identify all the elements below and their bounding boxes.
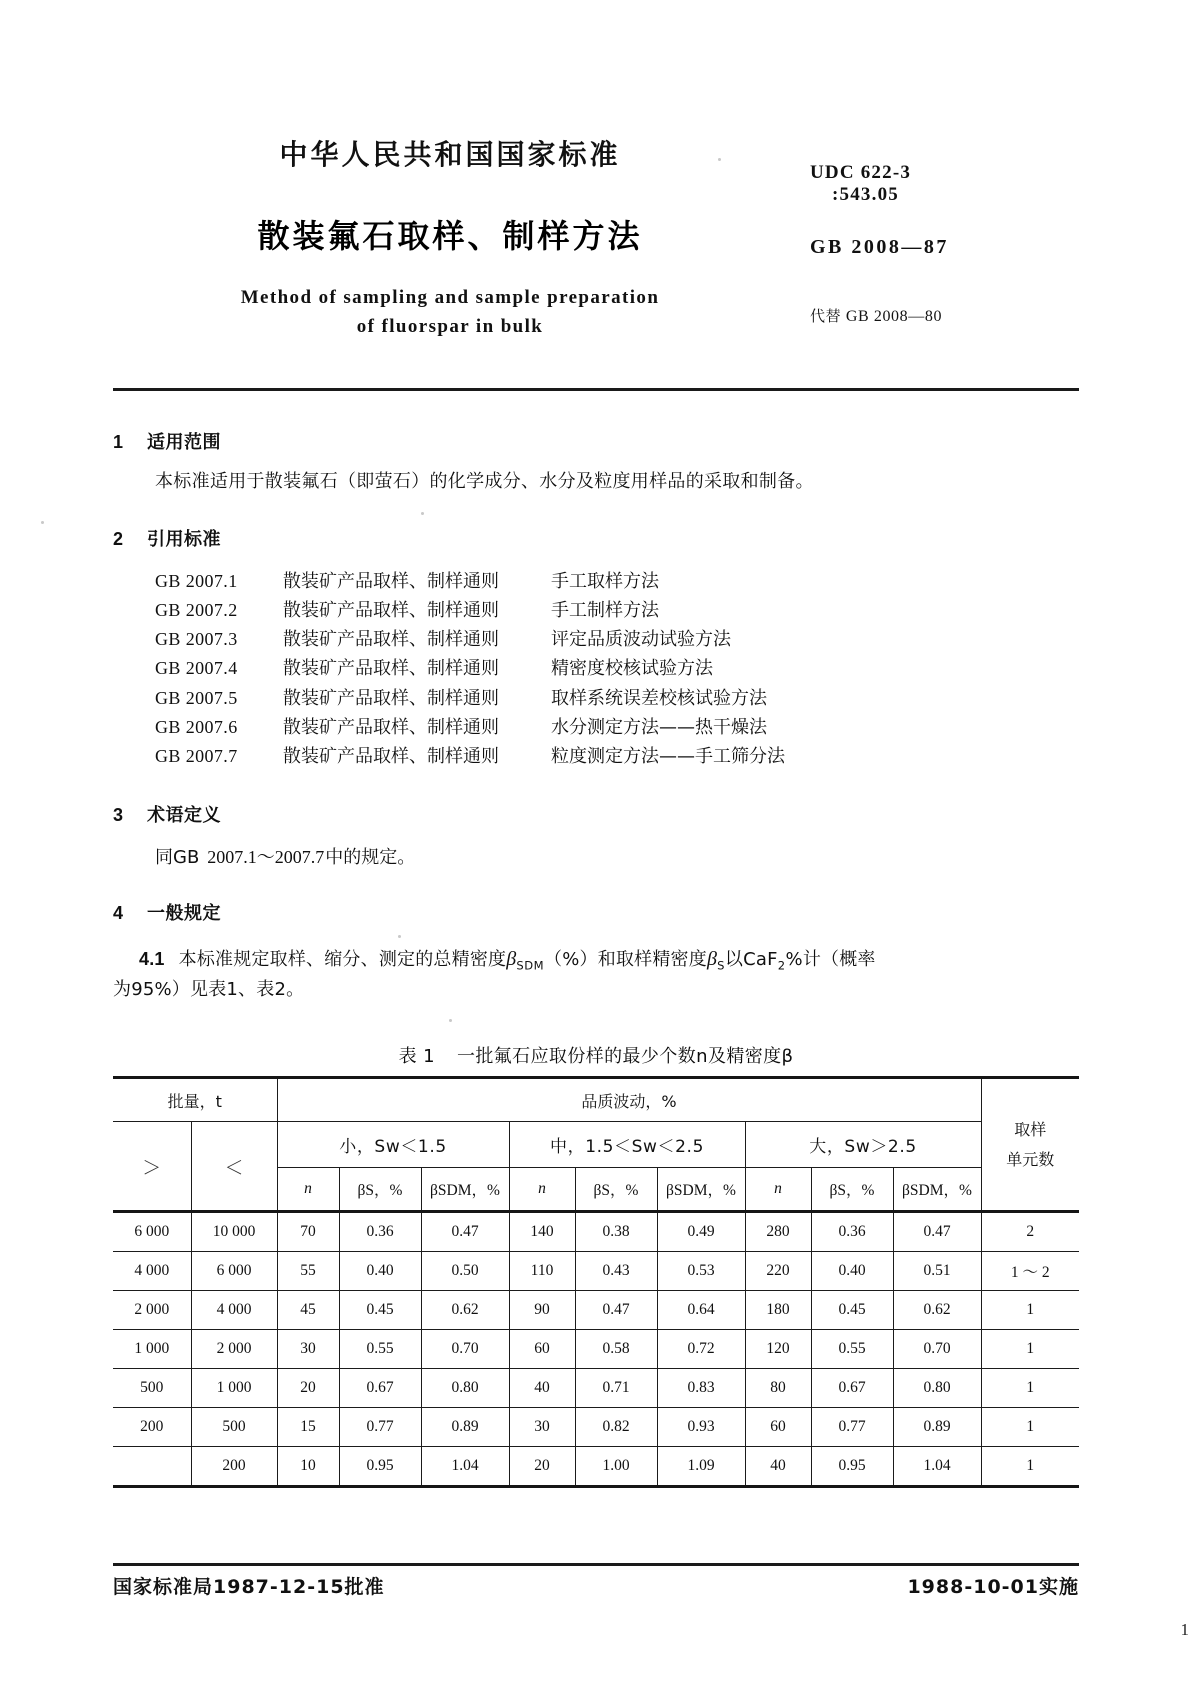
- section-4-1-text-5: 为95%）见表1、表2。: [113, 979, 305, 1001]
- table-row: [113, 1212, 1079, 1252]
- cell-medium-beta-sdm: 0.83: [657, 1369, 745, 1408]
- standard-number: GB 2008—87: [810, 236, 949, 258]
- table-row: [113, 1252, 1079, 1291]
- header-quality-fluctuation: 品质波动，%: [277, 1078, 981, 1122]
- cell-lt: 10 000: [191, 1212, 277, 1252]
- section-4-1-number: 4.1: [139, 949, 165, 970]
- reference-code: GB 2007.2: [155, 600, 238, 621]
- table-row: [113, 1408, 1079, 1447]
- section-3-body: [155, 843, 1083, 869]
- referenced-standards-list: [155, 567, 1083, 771]
- cell-small-beta-sdm: 0.47: [421, 1212, 509, 1252]
- section-3-body-suffix: 中的规定。: [325, 847, 416, 869]
- cell-large-beta-s: 0.67: [811, 1369, 893, 1408]
- national-standard-label: 中华人民共和国国家标准: [279, 138, 621, 171]
- cell-small-beta-s: 0.40: [339, 1252, 421, 1291]
- reference-general-title: 散装矿产品取样、制样通则: [283, 716, 499, 738]
- scan-speck: [41, 521, 44, 524]
- table-row: [113, 1330, 1079, 1369]
- replaces-value: GB 2008—80: [845, 308, 943, 325]
- beta-sdm-subscript: SDM: [516, 958, 545, 973]
- cell-units: 2: [981, 1212, 1079, 1252]
- cell-large-beta-s: 0.40: [811, 1252, 893, 1291]
- cell-large-beta-s: 0.95: [811, 1447, 893, 1487]
- cell-large-beta-sdm: 0.62: [893, 1291, 981, 1330]
- cell-gt: 200: [113, 1408, 191, 1447]
- section-2-heading: [113, 525, 1083, 551]
- cell-small-beta-s: 0.95: [339, 1447, 421, 1487]
- document-body: [113, 428, 1083, 1005]
- section-3-number: 3: [113, 805, 124, 826]
- footer-divider-rule: [113, 1563, 1079, 1566]
- cell-small-n: 30: [277, 1330, 339, 1369]
- cell-medium-beta-s: 0.71: [575, 1369, 657, 1408]
- section-4-1-text-3: 以CaF: [724, 949, 778, 971]
- cell-medium-n: 20: [509, 1447, 575, 1487]
- section-4-title: 一般规定: [147, 903, 221, 925]
- cell-small-beta-sdm: 0.50: [421, 1252, 509, 1291]
- cell-medium-n: 140: [509, 1212, 575, 1252]
- document-title-en: [110, 283, 790, 342]
- document-title-en-line2: of fluorspar in bulk: [356, 316, 544, 338]
- section-3-body-range: 2007.1～2007.7: [207, 847, 325, 868]
- section-2-number: 2: [113, 529, 124, 549]
- header-large-n: n: [745, 1168, 811, 1212]
- header-greater-than: ＞: [113, 1122, 191, 1212]
- reference-general-title: 散装矿产品取样、制样通则: [283, 571, 499, 592]
- table-header-row-2: [113, 1122, 1079, 1168]
- header-small-beta-sdm: βSDM，%: [421, 1168, 509, 1212]
- reference-code: GB 2007.7: [155, 745, 238, 766]
- cell-large-n: 60: [745, 1408, 811, 1447]
- cell-medium-beta-sdm: 1.09: [657, 1447, 745, 1487]
- header-small-beta-s: βS，%: [339, 1168, 421, 1212]
- header-medium-n: n: [509, 1168, 575, 1212]
- cell-units: 1: [981, 1369, 1079, 1408]
- cell-medium-beta-s: 0.58: [575, 1330, 657, 1369]
- table-row: [113, 1369, 1079, 1408]
- page-number: 1: [1180, 1620, 1189, 1639]
- reference-item: [155, 567, 1083, 596]
- cell-large-n: 80: [745, 1369, 811, 1408]
- cell-large-beta-s: 0.77: [811, 1408, 893, 1447]
- header-sampling-units-line2: 单元数: [1006, 1149, 1055, 1169]
- cell-lt: 2 000: [191, 1330, 277, 1369]
- reference-general-title: 散装矿产品取样、制样通则: [283, 600, 499, 622]
- replaces-note: [810, 305, 1090, 326]
- reference-item: [155, 684, 1083, 713]
- cell-small-beta-s: 0.36: [339, 1212, 421, 1252]
- cell-large-n: 280: [745, 1212, 811, 1252]
- cell-large-n: 180: [745, 1291, 811, 1330]
- header-left-block: [110, 140, 790, 342]
- cell-medium-beta-s: 0.82: [575, 1408, 657, 1447]
- section-4-1-text-4: %计（概率: [785, 949, 876, 971]
- cell-small-beta-sdm: 0.89: [421, 1408, 509, 1447]
- cell-lt: 4 000: [191, 1291, 277, 1330]
- header-group-medium: 中，1.5＜Sw＜2.5: [509, 1122, 745, 1168]
- reference-item: [155, 625, 1083, 654]
- reference-method-title: 手工取样方法: [551, 571, 659, 592]
- document-title-en-line1: Method of sampling and sample preparation: [240, 286, 660, 308]
- cell-large-beta-sdm: 0.80: [893, 1369, 981, 1408]
- section-4-number: 4: [113, 903, 124, 924]
- cell-large-beta-s: 0.45: [811, 1291, 893, 1330]
- cell-small-beta-s: 0.67: [339, 1369, 421, 1408]
- cell-gt: 6 000: [113, 1212, 191, 1252]
- caf2-subscript: 2: [777, 958, 786, 973]
- section-1-body: 本标准适用于散装氟石（即萤石）的化学成分、水分及粒度用样品的采取和制备。: [155, 471, 814, 492]
- reference-method-title: 粒度测定方法——手工筛分法: [551, 745, 785, 767]
- cell-medium-n: 90: [509, 1291, 575, 1330]
- cell-units: 1 ～ 2: [981, 1252, 1079, 1291]
- section-4-heading: [113, 899, 1083, 925]
- table-row: [113, 1291, 1079, 1330]
- cell-small-beta-sdm: 0.70: [421, 1330, 509, 1369]
- header-group-small: 小，Sw＜1.5: [277, 1122, 509, 1168]
- reference-method-title: 水分测定方法——热干燥法: [551, 716, 767, 738]
- section-1-title: 适用范围: [147, 432, 221, 453]
- cell-lt: 6 000: [191, 1252, 277, 1291]
- cell-small-n: 55: [277, 1252, 339, 1291]
- effective-date-note: 1988-10-01实施: [907, 1576, 1079, 1598]
- cell-units: 1: [981, 1291, 1079, 1330]
- cell-units: 1: [981, 1330, 1079, 1369]
- header-batch: 批量，t: [113, 1078, 277, 1122]
- reference-general-title: 散装矿产品取样、制样通则: [283, 629, 499, 651]
- cell-medium-beta-sdm: 0.64: [657, 1291, 745, 1330]
- reference-method-title: 精密度校核试验方法: [551, 658, 713, 680]
- table-1: [113, 1076, 1079, 1488]
- cell-lt: 500: [191, 1408, 277, 1447]
- cell-medium-beta-s: 1.00: [575, 1447, 657, 1487]
- cell-small-n: 70: [277, 1212, 339, 1252]
- document-header: [110, 140, 1085, 370]
- table-header-row-1: [113, 1078, 1079, 1122]
- cell-units: 1: [981, 1447, 1079, 1487]
- reference-code: GB 2007.3: [155, 629, 238, 650]
- cell-lt: 200: [191, 1447, 277, 1487]
- cell-small-n: 15: [277, 1408, 339, 1447]
- reference-item: [155, 742, 1083, 771]
- cell-small-beta-sdm: 1.04: [421, 1447, 509, 1487]
- scan-speck: [449, 1019, 452, 1022]
- section-2-title: 引用标准: [147, 529, 221, 550]
- header-group-large: 大，Sw＞2.5: [745, 1122, 981, 1168]
- header-sampling-units: [981, 1078, 1079, 1212]
- udc-code-line2: :543.05: [832, 184, 899, 205]
- header-medium-beta-sdm: βSDM，%: [657, 1168, 745, 1212]
- reference-item: [155, 713, 1083, 742]
- reference-code: GB 2007.5: [155, 687, 238, 708]
- cell-gt: 4 000: [113, 1252, 191, 1291]
- section-3-heading: [113, 801, 1083, 827]
- reference-item: [155, 654, 1083, 683]
- reference-general-title: 散装矿产品取样、制样通则: [283, 658, 499, 680]
- approval-note: 国家标准局1987-12-15批准: [113, 1576, 385, 1598]
- cell-small-n: 45: [277, 1291, 339, 1330]
- reference-method-title: 取样系统误差校核试验方法: [551, 687, 767, 709]
- cell-large-beta-sdm: 0.51: [893, 1252, 981, 1291]
- cell-lt: 1 000: [191, 1369, 277, 1408]
- table-1-body: [113, 1212, 1079, 1487]
- cell-medium-n: 40: [509, 1369, 575, 1408]
- reference-general-title: 散装矿产品取样、制样通则: [283, 745, 499, 767]
- cell-gt: 1 000: [113, 1330, 191, 1369]
- section-4-1-text-1: 本标准规定取样、缩分、测定的总精密度: [178, 949, 507, 971]
- header-large-beta-sdm: βSDM，%: [893, 1168, 981, 1212]
- cell-medium-beta-s: 0.43: [575, 1252, 657, 1291]
- cell-medium-beta-sdm: 0.93: [657, 1408, 745, 1447]
- cell-large-n: 40: [745, 1447, 811, 1487]
- reference-code: GB 2007.6: [155, 716, 238, 737]
- beta-sdm-symbol: β: [506, 948, 517, 971]
- reference-code: GB 2007.4: [155, 658, 238, 679]
- cell-medium-n: 30: [509, 1408, 575, 1447]
- section-3-body-prefix: 同GB: [155, 847, 200, 869]
- cell-small-beta-s: 0.77: [339, 1408, 421, 1447]
- header-right-block: [810, 162, 1090, 326]
- cell-large-beta-s: 0.55: [811, 1330, 893, 1369]
- cell-large-beta-sdm: 0.70: [893, 1330, 981, 1369]
- cell-small-beta-sdm: 0.62: [421, 1291, 509, 1330]
- cell-small-beta-sdm: 0.80: [421, 1369, 509, 1408]
- cell-large-n: 220: [745, 1252, 811, 1291]
- cell-small-beta-s: 0.55: [339, 1330, 421, 1369]
- cell-large-beta-sdm: 0.89: [893, 1408, 981, 1447]
- udc-code-line1: UDC 622-3: [810, 162, 912, 183]
- replaces-label: 代替: [810, 307, 842, 325]
- header-sampling-units-line1: 取样: [1014, 1119, 1047, 1139]
- cell-large-beta-s: 0.36: [811, 1212, 893, 1252]
- table-1-head: [113, 1078, 1079, 1212]
- cell-gt: [113, 1447, 191, 1487]
- cell-medium-beta-sdm: 0.72: [657, 1330, 745, 1369]
- section-3-title: 术语定义: [147, 805, 221, 827]
- reference-method-title: 手工制样方法: [551, 600, 659, 622]
- cell-small-n: 10: [277, 1447, 339, 1487]
- cell-large-beta-sdm: 0.47: [893, 1212, 981, 1252]
- header-less-than: ＜: [191, 1122, 277, 1212]
- table-1-caption: [113, 1042, 1079, 1068]
- document-title-cn: 散装氟石取样、制样方法: [257, 216, 643, 255]
- table-1-caption-text: 一批氟石应取份样的最少个数n及精密度β: [456, 1046, 794, 1067]
- reference-item: [155, 596, 1083, 625]
- cell-gt: 500: [113, 1369, 191, 1408]
- cell-medium-beta-s: 0.47: [575, 1291, 657, 1330]
- reference-method-title: 评定品质波动试验方法: [551, 629, 731, 651]
- cell-medium-beta-sdm: 0.49: [657, 1212, 745, 1252]
- cell-units: 1: [981, 1408, 1079, 1447]
- section-1-number: 1: [113, 432, 124, 452]
- beta-s-subscript: S: [717, 958, 725, 973]
- beta-s-symbol: β: [706, 948, 718, 971]
- cell-gt: 2 000: [113, 1291, 191, 1330]
- cell-medium-beta-sdm: 0.53: [657, 1252, 745, 1291]
- cell-large-beta-sdm: 1.04: [893, 1447, 981, 1487]
- header-small-n: n: [277, 1168, 339, 1212]
- cell-medium-n: 110: [509, 1252, 575, 1291]
- table-row: [113, 1447, 1079, 1487]
- header-divider-rule: [113, 388, 1079, 391]
- cell-small-n: 20: [277, 1369, 339, 1408]
- cell-medium-beta-s: 0.38: [575, 1212, 657, 1252]
- header-large-beta-s: βS，%: [811, 1168, 893, 1212]
- header-medium-beta-s: βS，%: [575, 1168, 657, 1212]
- table-1-caption-label: 表 1: [398, 1046, 435, 1067]
- reference-general-title: 散装矿产品取样、制样通则: [283, 687, 499, 709]
- cell-small-beta-s: 0.45: [339, 1291, 421, 1330]
- cell-large-n: 120: [745, 1330, 811, 1369]
- reference-code: GB 2007.1: [155, 571, 238, 591]
- section-4-1-paragraph: [113, 943, 1083, 1005]
- cell-medium-n: 60: [509, 1330, 575, 1369]
- section-1-heading: [113, 428, 1083, 454]
- section-4-1-text-2: （%）和取样精密度: [544, 949, 707, 971]
